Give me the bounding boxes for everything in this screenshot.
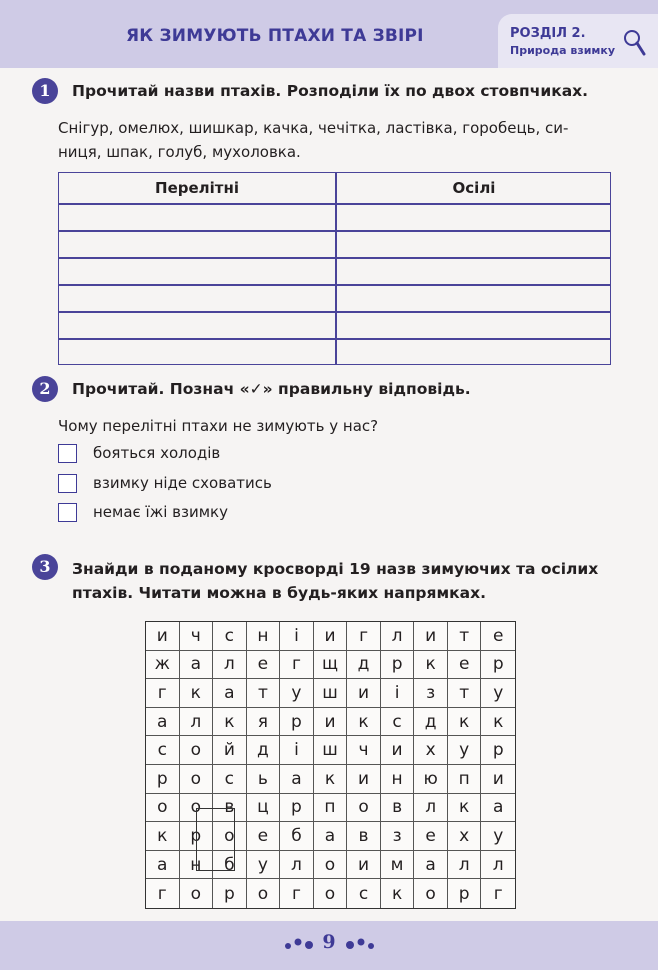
grid-cell[interactable]: о	[146, 794, 180, 823]
grid-cell[interactable]: т	[448, 679, 482, 708]
grid-cell[interactable]: л	[381, 622, 415, 651]
grid-cell[interactable]: і	[280, 736, 314, 765]
grid-cell[interactable]: е	[414, 822, 448, 851]
task-2-question: Чому перелітні птахи не зимують у нас?	[58, 417, 379, 435]
grid-cell[interactable]: р	[180, 822, 214, 851]
table-row-line	[59, 230, 610, 232]
grid-cell[interactable]: в	[213, 794, 247, 823]
grid-cell[interactable]: о	[213, 822, 247, 851]
answer-label: бояться холодів	[93, 444, 221, 462]
grid-cell[interactable]: п	[448, 765, 482, 794]
grid-cell[interactable]: ш	[314, 679, 348, 708]
grid-cell[interactable]: о	[314, 879, 348, 908]
grid-cell[interactable]: и	[347, 851, 381, 880]
grid-cell[interactable]: д	[414, 708, 448, 737]
grid-cell[interactable]: ч	[180, 622, 214, 651]
grid-cell[interactable]: л	[448, 851, 482, 880]
grid-cell[interactable]: і	[280, 622, 314, 651]
grid-cell[interactable]: к	[448, 794, 482, 823]
grid-cell[interactable]: й	[213, 736, 247, 765]
answer-label: взимку ніде сховатись	[93, 474, 272, 492]
column-divider	[335, 173, 337, 364]
task-2-title: Прочитай. Познач «✓» правильну відповідь.	[72, 380, 471, 398]
column-header-resident: Осілі	[452, 179, 496, 197]
grid-cell[interactable]: ц	[247, 794, 281, 823]
grid-cell[interactable]: б	[280, 822, 314, 851]
table-row-line	[59, 311, 610, 313]
grid-cell[interactable]: ь	[247, 765, 281, 794]
grid-cell[interactable]: к	[180, 679, 214, 708]
grid-cell[interactable]: к	[481, 708, 515, 737]
grid-cell[interactable]: и	[314, 622, 348, 651]
grid-cell[interactable]: с	[213, 622, 247, 651]
grid-cell[interactable]: х	[448, 822, 482, 851]
grid-cell[interactable]: с	[381, 708, 415, 737]
grid-cell[interactable]: к	[381, 879, 415, 908]
grid-cell[interactable]: р	[280, 794, 314, 823]
grid-cell[interactable]: л	[280, 851, 314, 880]
grid-cell[interactable]: т	[448, 622, 482, 651]
grid-cell[interactable]: г	[146, 879, 180, 908]
grid-cell[interactable]: у	[481, 822, 515, 851]
magnifier-icon	[622, 28, 646, 58]
grid-cell[interactable]: р	[280, 708, 314, 737]
page-header	[0, 0, 658, 68]
page-footer	[0, 921, 658, 970]
grid-cell[interactable]: о	[247, 879, 281, 908]
grid-cell[interactable]: п	[314, 794, 348, 823]
birds-table	[58, 172, 611, 365]
column-header-migratory: Перелітні	[155, 179, 239, 197]
grid-cell[interactable]: о	[180, 879, 214, 908]
grid-cell[interactable]: р	[213, 879, 247, 908]
grid-cell[interactable]: а	[314, 822, 348, 851]
grid-cell[interactable]: к	[448, 708, 482, 737]
task-1-text-line-2: ниця, шпак, голуб, мухоловка.	[58, 143, 301, 161]
grid-cell[interactable]: р	[381, 651, 415, 680]
task-1-text-line-1: Снігур, омелюх, шишкар, качка, чечітка, ластівка, горобець, си-	[58, 119, 569, 137]
word-search-grid	[145, 621, 516, 909]
task-1-number: 1	[32, 78, 58, 104]
grid-cell[interactable]: и	[414, 622, 448, 651]
task-3-number: 3	[32, 554, 58, 580]
grid-cell[interactable]: ж	[146, 651, 180, 680]
grid-cell[interactable]: о	[180, 736, 214, 765]
grid-cell[interactable]: і	[381, 679, 415, 708]
grid-cell[interactable]: к	[146, 822, 180, 851]
answer-checkbox[interactable]	[58, 474, 77, 493]
grid-cell[interactable]: р	[146, 765, 180, 794]
grid-cell[interactable]: р	[481, 651, 515, 680]
grid-cell[interactable]: ю	[414, 765, 448, 794]
grid-cell[interactable]: з	[414, 679, 448, 708]
grid-cell[interactable]: и	[314, 708, 348, 737]
grid-cell[interactable]: е	[481, 622, 515, 651]
grid-cell[interactable]: л	[213, 651, 247, 680]
grid-cell[interactable]: г	[280, 879, 314, 908]
grid-cell[interactable]: е	[247, 651, 281, 680]
grid-cell[interactable]: л	[481, 851, 515, 880]
grid-cell[interactable]: г	[347, 622, 381, 651]
grid-cell[interactable]: х	[414, 736, 448, 765]
grid-cell[interactable]: ч	[347, 736, 381, 765]
grid-cell[interactable]: у	[280, 679, 314, 708]
table-row-line	[59, 284, 610, 286]
answer-checkbox[interactable]	[58, 444, 77, 463]
grid-cell[interactable]: з	[381, 822, 415, 851]
section-label: РОЗДІЛ 2.	[510, 26, 586, 41]
grid-cell[interactable]: г	[280, 651, 314, 680]
page-number: 9	[322, 931, 336, 953]
grid-cell[interactable]: у	[247, 851, 281, 880]
answer-checkbox[interactable]	[58, 503, 77, 522]
grid-cell[interactable]: д	[247, 736, 281, 765]
answer-label: немає їжі взимку	[93, 503, 228, 521]
grid-cell[interactable]: б	[213, 851, 247, 880]
grid-cell[interactable]: г	[146, 679, 180, 708]
grid-cell[interactable]: в	[347, 822, 381, 851]
grid-cell[interactable]: ш	[314, 736, 348, 765]
grid-cell[interactable]: а	[280, 765, 314, 794]
grid-cell[interactable]: л	[414, 794, 448, 823]
grid-cell[interactable]: и	[347, 765, 381, 794]
grid-cell[interactable]: о	[180, 794, 214, 823]
page-title: ЯК ЗИМУЮТЬ ПТАХИ ТА ЗВІРІ	[126, 26, 424, 46]
grid-cell[interactable]: и	[381, 736, 415, 765]
grid-cell[interactable]: р	[481, 736, 515, 765]
table-row-line	[59, 338, 610, 340]
grid-cell[interactable]: с	[213, 765, 247, 794]
grid-cell[interactable]: о	[414, 879, 448, 908]
right-ornament-icon	[342, 937, 376, 951]
table-row-line	[59, 203, 610, 205]
grid-cell[interactable]: р	[448, 879, 482, 908]
grid-cell[interactable]: к	[314, 765, 348, 794]
grid-cell[interactable]: и	[347, 679, 381, 708]
task-3-title-line-1: Знайди в поданому кросворді 19 назв зимуючих та осілих	[72, 560, 599, 578]
grid-cell[interactable]: а	[414, 851, 448, 880]
task-1-title: Прочитай назви птахів. Розподіли їх по двох стовпчиках.	[72, 82, 589, 100]
grid-cell[interactable]: а	[213, 679, 247, 708]
grid-cell[interactable]: м	[381, 851, 415, 880]
grid-cell[interactable]: а	[146, 708, 180, 737]
grid-cell[interactable]: г	[493, 883, 503, 904]
grid-cell[interactable]: я	[247, 708, 281, 737]
grid-cell[interactable]: к	[414, 651, 448, 680]
grid-cell[interactable]: л	[180, 708, 214, 737]
grid-cell[interactable]: о	[180, 765, 214, 794]
task-2-number: 2	[32, 376, 58, 402]
table-row-line	[59, 257, 610, 259]
section-name: Природа взимку	[510, 44, 616, 57]
grid-cell[interactable]: и	[481, 765, 515, 794]
grid-cell[interactable]: у	[481, 679, 515, 708]
grid-cell[interactable]: и	[146, 622, 180, 651]
grid-cell[interactable]: а	[481, 794, 515, 823]
grid-cell[interactable]: т	[247, 679, 281, 708]
grid-cell[interactable]: у	[448, 736, 482, 765]
grid-cell[interactable]: о	[314, 851, 348, 880]
grid-cell[interactable]: н	[381, 765, 415, 794]
grid-cell[interactable]: к	[347, 708, 381, 737]
grid-cell[interactable]: н	[180, 851, 214, 880]
section-tab	[498, 14, 658, 68]
grid-cell[interactable]: е	[247, 822, 281, 851]
grid-cell[interactable]: о	[347, 794, 381, 823]
grid-cell[interactable]: с	[347, 879, 381, 908]
grid-cell[interactable]: а	[180, 651, 214, 680]
grid-cell[interactable]: к	[213, 708, 247, 737]
grid-cell[interactable]: щ	[314, 651, 348, 680]
grid-cell[interactable]: а	[146, 851, 180, 880]
grid-cell[interactable]: д	[347, 651, 381, 680]
grid-cell[interactable]: в	[381, 794, 415, 823]
grid-cell[interactable]: с	[146, 736, 180, 765]
task-3-title-line-2: птахів. Читати можна в будь-яких напрямках.	[72, 584, 487, 602]
grid-cell[interactable]: е	[448, 651, 482, 680]
grid-cell[interactable]: н	[247, 622, 281, 651]
